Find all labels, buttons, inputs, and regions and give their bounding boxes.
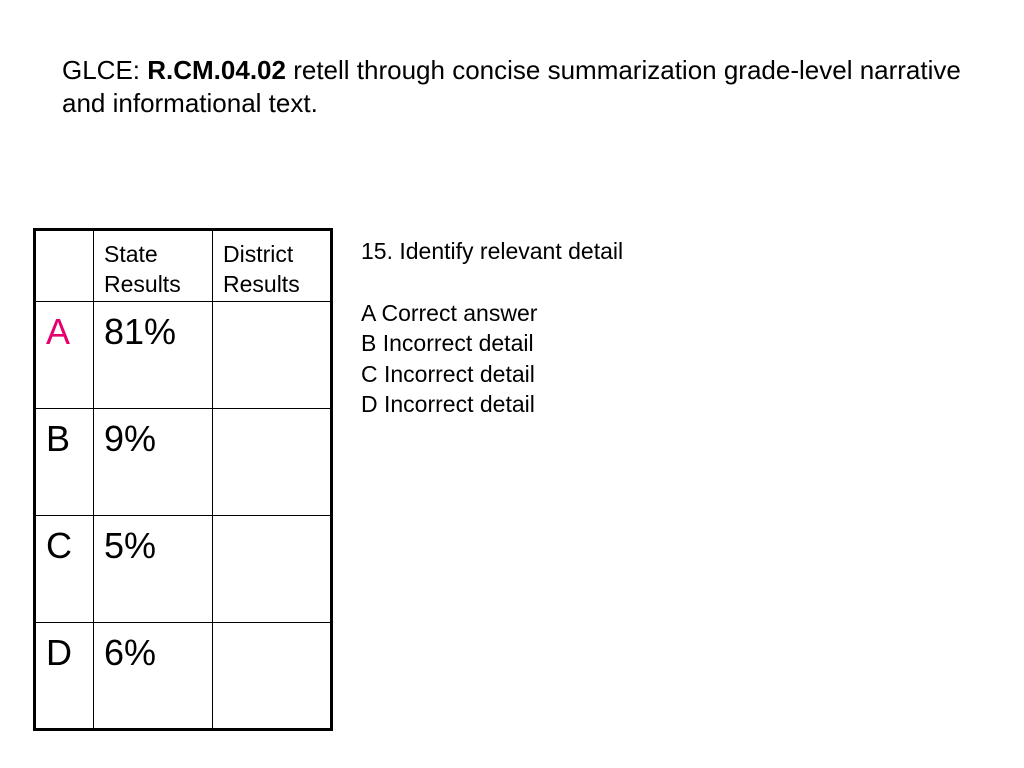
table-row: [35, 516, 332, 623]
table-row: [35, 409, 332, 516]
table-row: [35, 623, 332, 730]
state-result-c: 5%: [94, 516, 213, 623]
table-header-row: [35, 230, 332, 302]
district-result-c: [213, 516, 332, 623]
header-letter-cell: [35, 230, 94, 302]
answer-letter-d: D: [35, 623, 94, 730]
standard-heading: [62, 54, 962, 120]
state-result-a: 81%: [94, 302, 213, 409]
answer-letter-c: C: [35, 516, 94, 623]
header-state-line2: Results: [104, 271, 181, 297]
option-c: C Incorrect detail: [361, 360, 535, 387]
results-table: [33, 228, 333, 731]
standard-code: R.CM.04.02: [147, 55, 286, 85]
header-district-line1: District: [223, 241, 294, 267]
header-district-results: [213, 230, 332, 302]
header-state-line1: State: [104, 241, 158, 267]
district-result-d: [213, 623, 332, 730]
state-result-d: 6%: [94, 623, 213, 730]
district-result-a: [213, 302, 332, 409]
question-title: 15. Identify relevant detail: [361, 238, 624, 264]
question-block: [361, 236, 623, 420]
state-result-b: 9%: [94, 409, 213, 516]
header-district-line2: Results: [223, 271, 300, 297]
answer-letter-a: A: [35, 302, 94, 409]
table-row: [35, 302, 332, 409]
answer-letter-b: B: [35, 409, 94, 516]
district-result-b: [213, 409, 332, 516]
header-state-results: [94, 230, 213, 302]
standard-description: retell through concise summarization grade-level narrative and informational text.: [62, 55, 961, 118]
heading-prefix: GLCE:: [62, 55, 148, 85]
option-d: D Incorrect detail: [361, 391, 535, 417]
option-a: A Correct answer: [361, 299, 538, 326]
option-b: B Incorrect detail: [361, 330, 534, 356]
